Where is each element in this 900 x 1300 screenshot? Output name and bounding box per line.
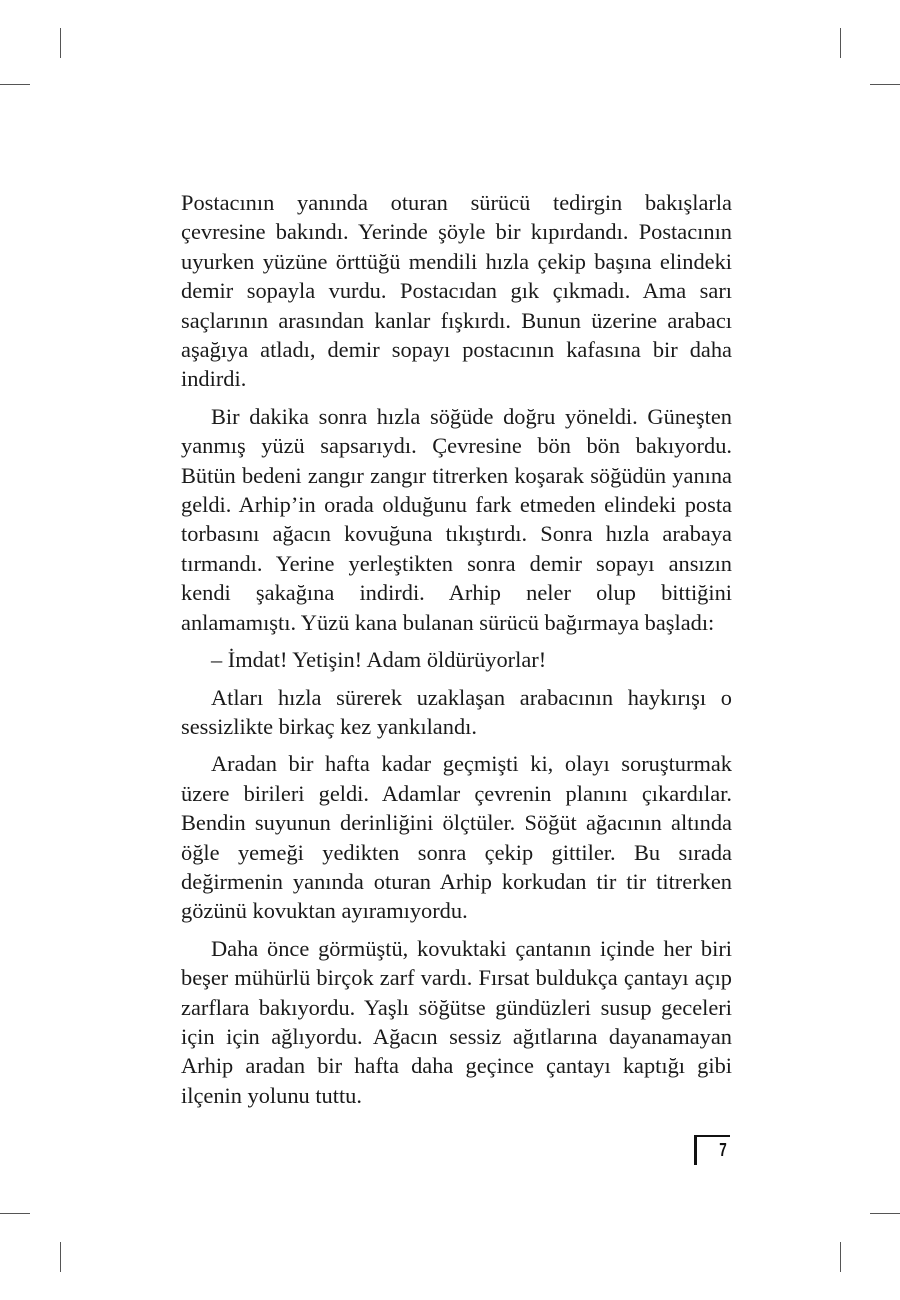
paragraph-3: Atları hızla sürerek uzaklaşan arabacının haykırışı o sessizlikte birkaç kez yankılandı.: [181, 684, 732, 739]
paragraph-2: Bir dakika sonra hızla söğüde doğru yöneldi. Güneşten yanmış yüzü sapsarıydı. Çevresine bön bön bakıyordu. Bütün bedeni zangır zangır titrerken koşarak söğüdün yanına geldi. Arhip’in orada olduğunu fark etmeden elindeki posta torbasını ağacın kovuğuna tıkıştırdı. Sonra hızla arabaya tırmandı. Yerine yerleştikten sonra demir sopayı ansızın kendi şakağına indirdi. Arhip neler olup bittiğini anlamamıştı. Yüzü kana bulanan sürücü bağırmaya başladı:: [181, 403, 732, 635]
crop-mark-top-right-vertical: [840, 28, 841, 58]
dialogue-line: – İmdat! Yetişin! Adam öldürüyorlar!: [211, 647, 547, 673]
crop-mark-bottom-right-horizontal: [870, 1213, 900, 1214]
page-number: 7: [719, 1139, 727, 1160]
crop-mark-bottom-left-vertical: [60, 1242, 61, 1272]
page-number-block: [694, 1134, 728, 1166]
crop-mark-top-right-horizontal: [870, 84, 900, 85]
page-number-bracket: [694, 1135, 697, 1165]
crop-mark-top-left-vertical: [60, 28, 61, 58]
paragraph-5: Daha önce görmüştü, kovuktaki çantanın içinde her biri beşer mühürlü birçok zarf vardı. Fırsat buldukça çantayı açıp zarflara bakıyordu. Yaşlı söğütse gündüzleri susup geceleri için için ağlıyordu. Ağacın sessiz ağıtlarına dayanamayan Arhip aradan bir hafta daha geçince çantayı kaptığı gibi ilçenin yolunu tuttu.: [181, 935, 732, 1108]
paragraph-1: Postacının yanında oturan sürücü tedirgin bakışlarla çevresine bakındı. Yerinde şöyle bir kıpırdandı. Postacının uyurken yüzüne örttüğü mendili hızla çekip başına elindeki demir sopayla vurdu. Postacıdan gık çıkmadı. Ama sarı saçlarının arasından kanlar fışkırdı. Bunun üzerine arabacı aşağıya atladı, demir sopayı postacının kafasına bir daha indirdi.: [181, 190, 732, 392]
paragraph-4: Aradan bir hafta kadar geçmişti ki, olayı soruşturmak üzere birileri geldi. Adamlar çevrenin planını çıkardılar. Bendin suyunun derinliğini ölçtüler. Söğüt ağacının altında öğle yemeği yedikten sonra çekip gittiler. Bu sırada değirmenin yanında oturan Arhip korkudan tir tir titrerken gözünü kovuktan ayıramıyordu.: [181, 751, 732, 924]
crop-mark-bottom-right-vertical: [840, 1242, 841, 1272]
crop-mark-bottom-left-horizontal: [0, 1213, 30, 1214]
page-body-text: [181, 188, 732, 1118]
crop-mark-top-left-horizontal: [0, 84, 30, 85]
